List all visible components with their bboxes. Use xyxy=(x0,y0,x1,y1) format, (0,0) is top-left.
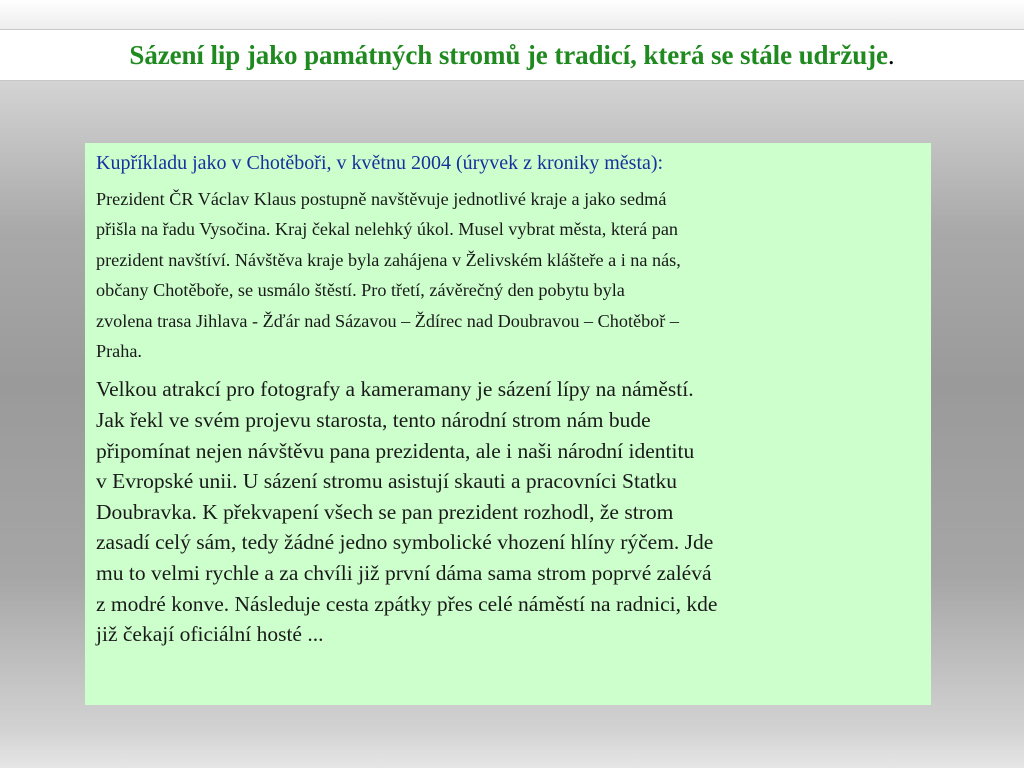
paragraph-line: připomínat nejen návštěvu pana prezidenta, ale i naši národní identitu xyxy=(96,438,695,463)
paragraph-line: Prezident ČR Václav Klaus postupně navštěvuje jednotlivé kraje a jako sedmá xyxy=(96,189,667,209)
slide-title: Sázení lip jako památných stromů je tradicí, která se stále udržuje. xyxy=(129,39,895,70)
paragraph-line: přišla na řadu Vysočina. Kraj čekal nelehký úkol. Musel vybrat města, která pan xyxy=(96,219,678,240)
chronicle-intro: Kupříkladu jako v Chotěboři, v květnu 2004 (úryvek z kroniky města): xyxy=(96,152,664,174)
paragraph-line: Velkou atrakcí pro fotografy a kameramany je sázení lípy na náměstí. xyxy=(96,377,694,402)
paragraph-line: Doubravka. K překvapení všech se pan prezident rozhodl, že strom xyxy=(96,499,674,524)
paragraph-line: Praha. xyxy=(96,341,142,362)
paragraph-line: již čekají oficiální hosté ... xyxy=(96,622,324,647)
paragraph-line: prezident navštíví. Návštěva kraje byla zahájena v Želivském klášteře a i na nás, xyxy=(96,249,681,270)
paragraph-line: zvolena trasa Jihlava - Žďár nad Sázavou – Ždírec nad Doubravou – Chotěboř – xyxy=(96,310,679,331)
title-period: . xyxy=(887,39,895,70)
content-panel xyxy=(85,143,931,705)
paragraph-line: v Evropské unii. U sázení stromu asistují skauti a pracovníci Statku xyxy=(96,469,677,494)
paragraph-line: Jak řekl ve svém projevu starosta, tento národní strom nám bude xyxy=(96,408,651,433)
title-banner xyxy=(0,29,1024,81)
chronicle-paragraph-2 xyxy=(96,374,921,649)
paragraph-line: mu to velmi rychle a za chvíli již první dáma sama strom poprvé zalévá xyxy=(96,561,712,585)
paragraph-line: zasadí celý sám, tedy žádné jedno symbolické vhození hlíny rýčem. Jde xyxy=(96,530,714,555)
chronicle-paragraph-1 xyxy=(96,184,921,374)
paragraph-line: občany Chotěboře, se usmálo štěstí. Pro třetí, závěrečný den pobytu byla xyxy=(96,280,625,301)
paragraph-line: z modré konve. Následuje cesta zpátky přes celé náměstí na radnici, kde xyxy=(96,591,718,616)
